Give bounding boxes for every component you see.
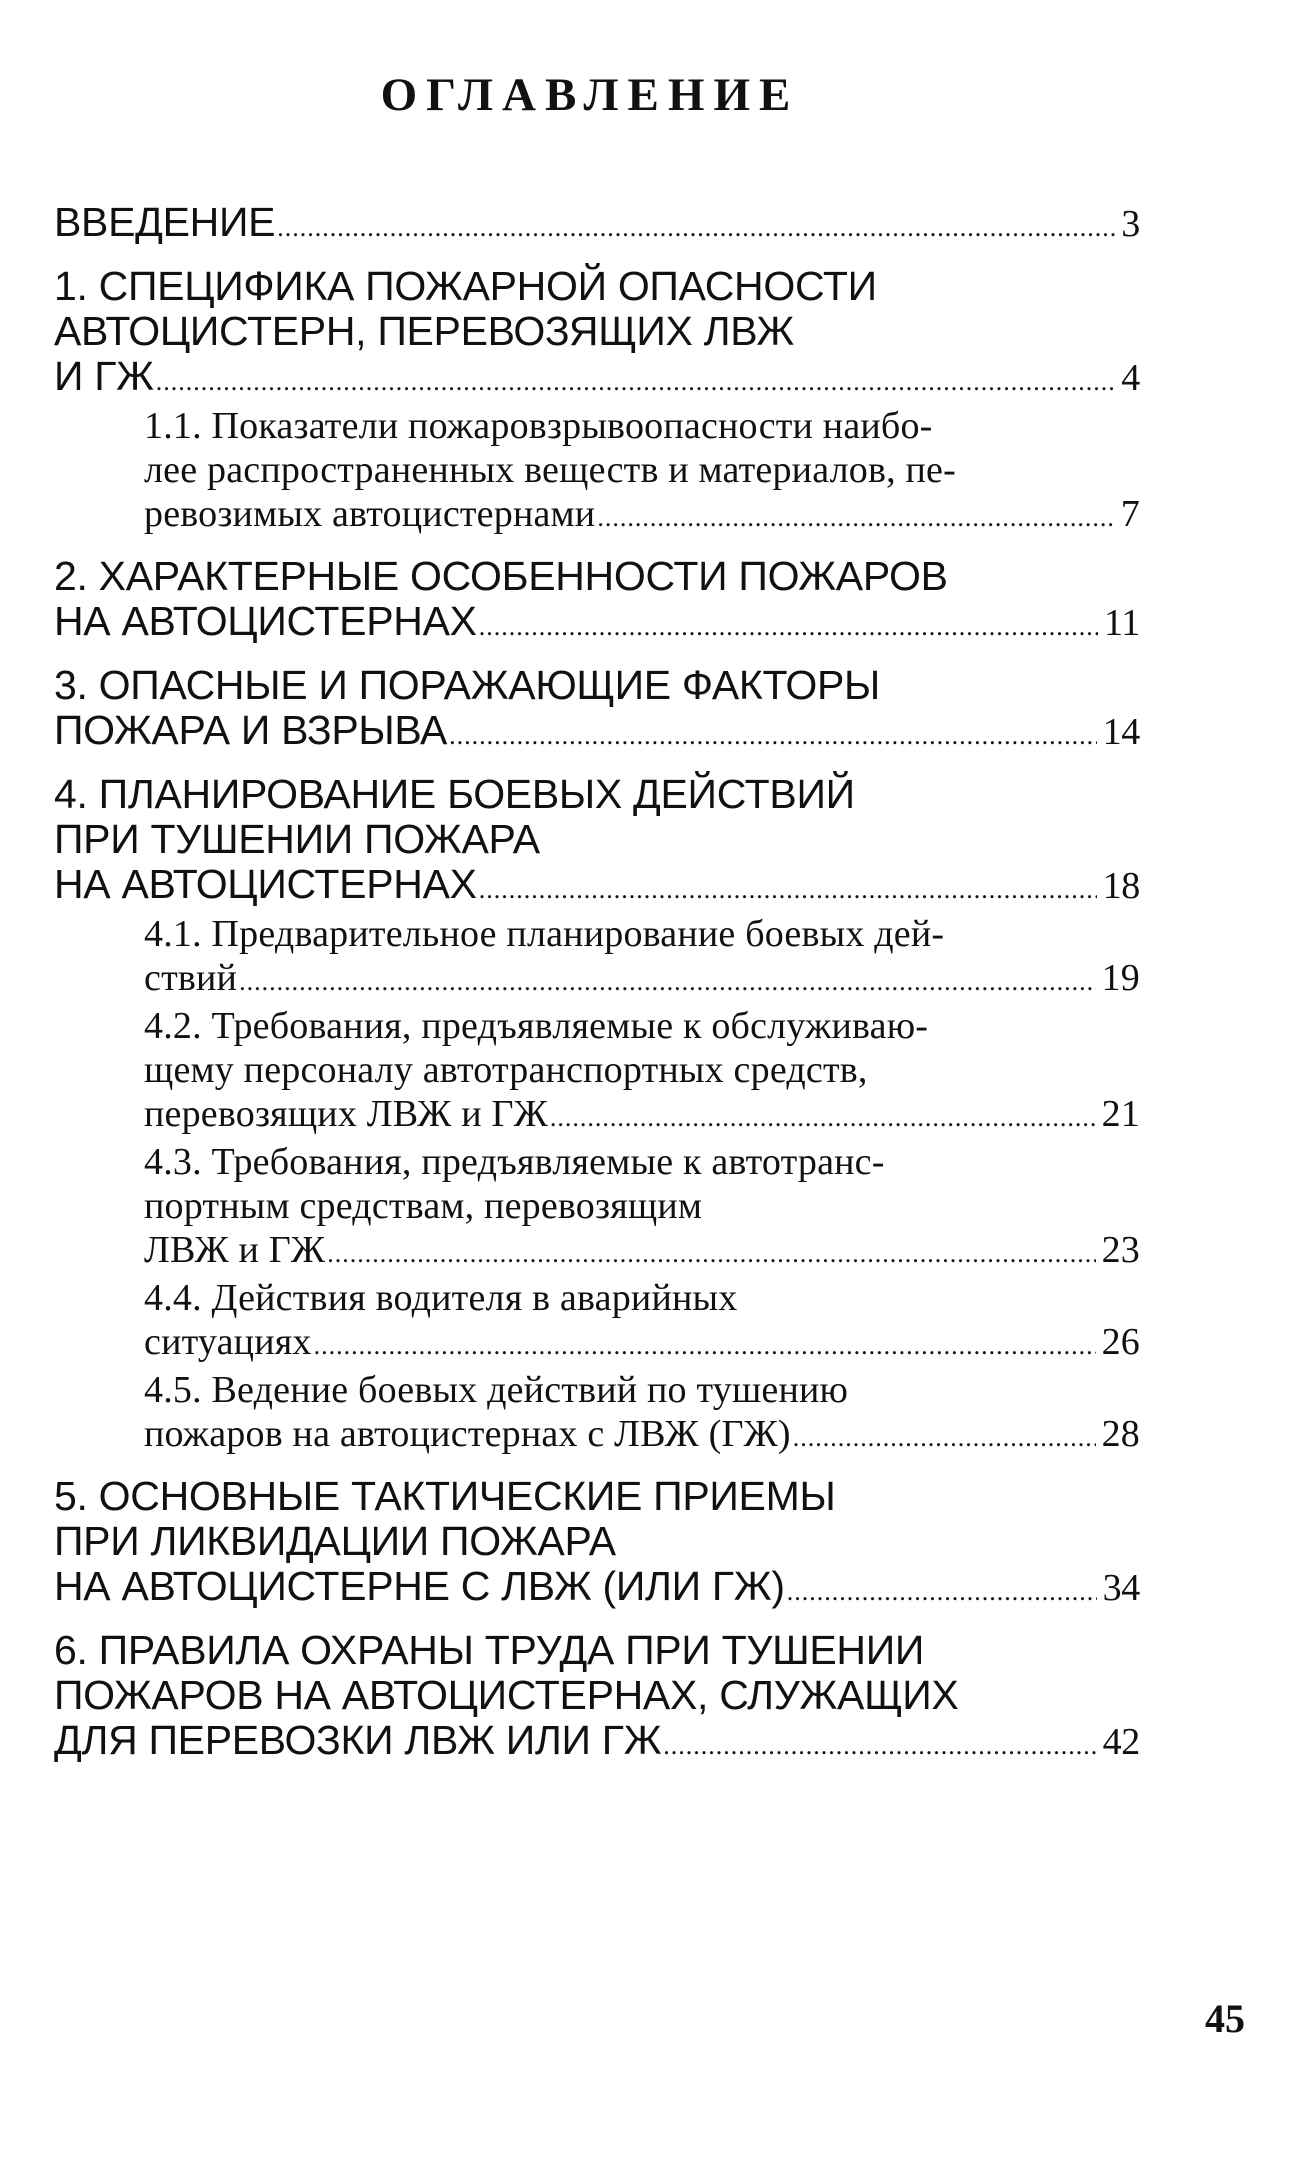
- toc-section-entry: [54, 1628, 1140, 1768]
- toc-line: [54, 708, 1140, 758]
- toc-line: [144, 1092, 1140, 1140]
- dot-leader: [239, 960, 1096, 1004]
- toc-line: [54, 599, 1140, 649]
- toc-line-text: 4.1. Предварительное планирование боевых дей-: [144, 913, 945, 955]
- toc-section-entry: [54, 200, 1140, 250]
- toc-line-text: ПРИ ЛИКВИДАЦИИ ПОЖАРА: [54, 1518, 616, 1564]
- toc-line-text: ствий: [144, 957, 238, 999]
- toc-line-text: НА АВТОЦИСТЕРНЕ С ЛВЖ (ИЛИ ГЖ): [54, 1563, 785, 1609]
- toc-line-text: 1. СПЕЦИФИКА ПОЖАРНОЙ ОПАСНОСТИ: [54, 263, 877, 309]
- toc-line: [144, 956, 1140, 1004]
- dot-leader: [479, 867, 1097, 912]
- toc-page-number: 23: [1101, 1229, 1140, 1271]
- page-title: ОГЛАВЛЕНИЕ: [380, 69, 800, 121]
- toc-line-text: 4.3. Требования, предъявляемые к автотранс-: [144, 1141, 885, 1183]
- toc-line-text: ситуациях: [144, 1321, 312, 1363]
- toc-line: [144, 1320, 1140, 1368]
- toc-line-text: И ГЖ: [54, 353, 154, 399]
- toc-line: [144, 1184, 1140, 1228]
- dot-leader: [449, 713, 1097, 758]
- toc-line-text: пожаров на автоцистернах с ЛВЖ (ГЖ): [144, 1413, 791, 1455]
- toc-line: [144, 912, 1140, 956]
- toc-page-number: 7: [1120, 493, 1140, 535]
- toc-line: [54, 817, 1140, 862]
- dot-leader: [479, 604, 1098, 649]
- dot-leader: [787, 1569, 1097, 1614]
- toc-page-number: 21: [1101, 1093, 1140, 1135]
- toc-line: [144, 404, 1140, 448]
- toc-page-number: 26: [1101, 1321, 1140, 1363]
- toc-line: [54, 1564, 1140, 1614]
- page-number: 45: [1205, 1996, 1245, 2041]
- toc-line: [144, 1412, 1140, 1460]
- toc-line: [144, 1048, 1140, 1092]
- toc-line-text: АВТОЦИСТЕРН, ПЕРЕВОЗЯЩИХ ЛВЖ: [54, 308, 794, 354]
- toc-section-entry: [54, 554, 1140, 649]
- toc-line: [54, 1519, 1140, 1564]
- toc-subsection-entry: [144, 912, 1140, 1004]
- toc-section-entry: [54, 264, 1140, 404]
- toc-line-text: 3. ОПАСНЫЕ И ПОРАЖАЮЩИЕ ФАКТОРЫ: [54, 662, 881, 708]
- toc-page-number: 28: [1101, 1413, 1140, 1455]
- toc-line-text: щему персоналу автотранспортных средств,: [144, 1049, 868, 1091]
- toc-line-text: портным средствам, перевозящим: [144, 1185, 703, 1227]
- toc-line: [144, 492, 1140, 540]
- toc-page-number: 4: [1121, 357, 1140, 399]
- dot-leader: [550, 1096, 1096, 1140]
- toc-line-text: ревозимых автоцистернами: [144, 493, 596, 535]
- toc-line-text: ПОЖАРОВ НА АВТОЦИСТЕРНАХ, СЛУЖАЩИХ: [54, 1672, 959, 1718]
- toc-line-text: 4.2. Требования, предъявляемые к обслуживаю-: [144, 1005, 929, 1047]
- toc-line: [54, 1628, 1140, 1673]
- toc-line-text: 2. ХАРАКТЕРНЫЕ ОСОБЕННОСТИ ПОЖАРОВ: [54, 553, 948, 599]
- toc-line: [144, 1228, 1140, 1276]
- toc-subsection-entry: [144, 404, 1140, 540]
- toc-section-entry: [54, 1474, 1140, 1614]
- toc-line-text: ЛВЖ и ГЖ: [144, 1229, 326, 1271]
- toc-line-text: 6. ПРАВИЛА ОХРАНЫ ТРУДА ПРИ ТУШЕНИИ: [54, 1627, 925, 1673]
- dot-leader: [663, 1723, 1096, 1768]
- toc-line-text: 4.5. Ведение боевых действий по тушению: [144, 1369, 849, 1411]
- toc-line: [54, 772, 1140, 817]
- toc-subsection-entry: [144, 1140, 1140, 1276]
- toc-page-number: 3: [1121, 203, 1140, 245]
- dot-leader: [327, 1232, 1095, 1276]
- toc-line: [54, 264, 1140, 309]
- dot-leader: [793, 1416, 1096, 1460]
- toc-line: [144, 1368, 1140, 1412]
- toc-subsection-entry: [144, 1004, 1140, 1140]
- toc-line-text: 4. ПЛАНИРОВАНИЕ БОЕВЫХ ДЕЙСТВИЙ: [54, 771, 855, 817]
- table-of-contents: [54, 200, 1140, 1768]
- toc-page-number: 11: [1104, 602, 1140, 644]
- toc-line: [54, 1474, 1140, 1519]
- dot-leader: [156, 359, 1116, 404]
- toc-line: [54, 663, 1140, 708]
- toc-line: [54, 554, 1140, 599]
- toc-page-number: 18: [1102, 865, 1140, 907]
- toc-line: [54, 309, 1140, 354]
- toc-line: [144, 1004, 1140, 1048]
- toc-line-text: лее распространенных веществ и материалов, пе-: [144, 449, 956, 491]
- toc-line: [54, 1718, 1140, 1768]
- toc-subsection-entry: [144, 1368, 1140, 1460]
- toc-line-text: ВВЕДЕНИЕ: [54, 199, 276, 245]
- toc-line-text: НА АВТОЦИСТЕРНАХ: [54, 861, 477, 907]
- toc-line: [144, 1276, 1140, 1320]
- toc-line: [54, 862, 1140, 912]
- toc-line: [54, 354, 1140, 404]
- toc-page-number: 34: [1102, 1567, 1140, 1609]
- toc-line-text: 1.1. Показатели пожаровзрывоопасности наибо-: [144, 405, 933, 447]
- toc-page-number: 14: [1102, 711, 1140, 753]
- toc-line-text: 5. ОСНОВНЫЕ ТАКТИЧЕСКИЕ ПРИЕМЫ: [54, 1473, 836, 1519]
- toc-page-number: 42: [1102, 1721, 1140, 1763]
- toc-subsection-entry: [144, 1276, 1140, 1368]
- toc-line-text: НА АВТОЦИСТЕРНАХ: [54, 598, 477, 644]
- toc-section-entry: [54, 663, 1140, 758]
- toc-line-text: 4.4. Действия водителя в аварийных: [144, 1277, 738, 1319]
- dot-leader: [597, 496, 1114, 540]
- dot-leader: [314, 1324, 1096, 1368]
- toc-line-text: ПРИ ТУШЕНИИ ПОЖАРА: [54, 816, 540, 862]
- toc-line: [144, 448, 1140, 492]
- toc-line: [54, 1673, 1140, 1718]
- toc-page-number: 19: [1101, 957, 1140, 999]
- dot-leader: [277, 205, 1115, 250]
- toc-section-entry: [54, 772, 1140, 912]
- toc-line-text: перевозящих ЛВЖ и ГЖ: [144, 1093, 548, 1135]
- toc-line: [144, 1140, 1140, 1184]
- toc-line-text: ДЛЯ ПЕРЕВОЗКИ ЛВЖ ИЛИ ГЖ: [54, 1717, 662, 1763]
- toc-line: [54, 200, 1140, 250]
- toc-line-text: ПОЖАРА И ВЗРЫВА: [54, 707, 448, 753]
